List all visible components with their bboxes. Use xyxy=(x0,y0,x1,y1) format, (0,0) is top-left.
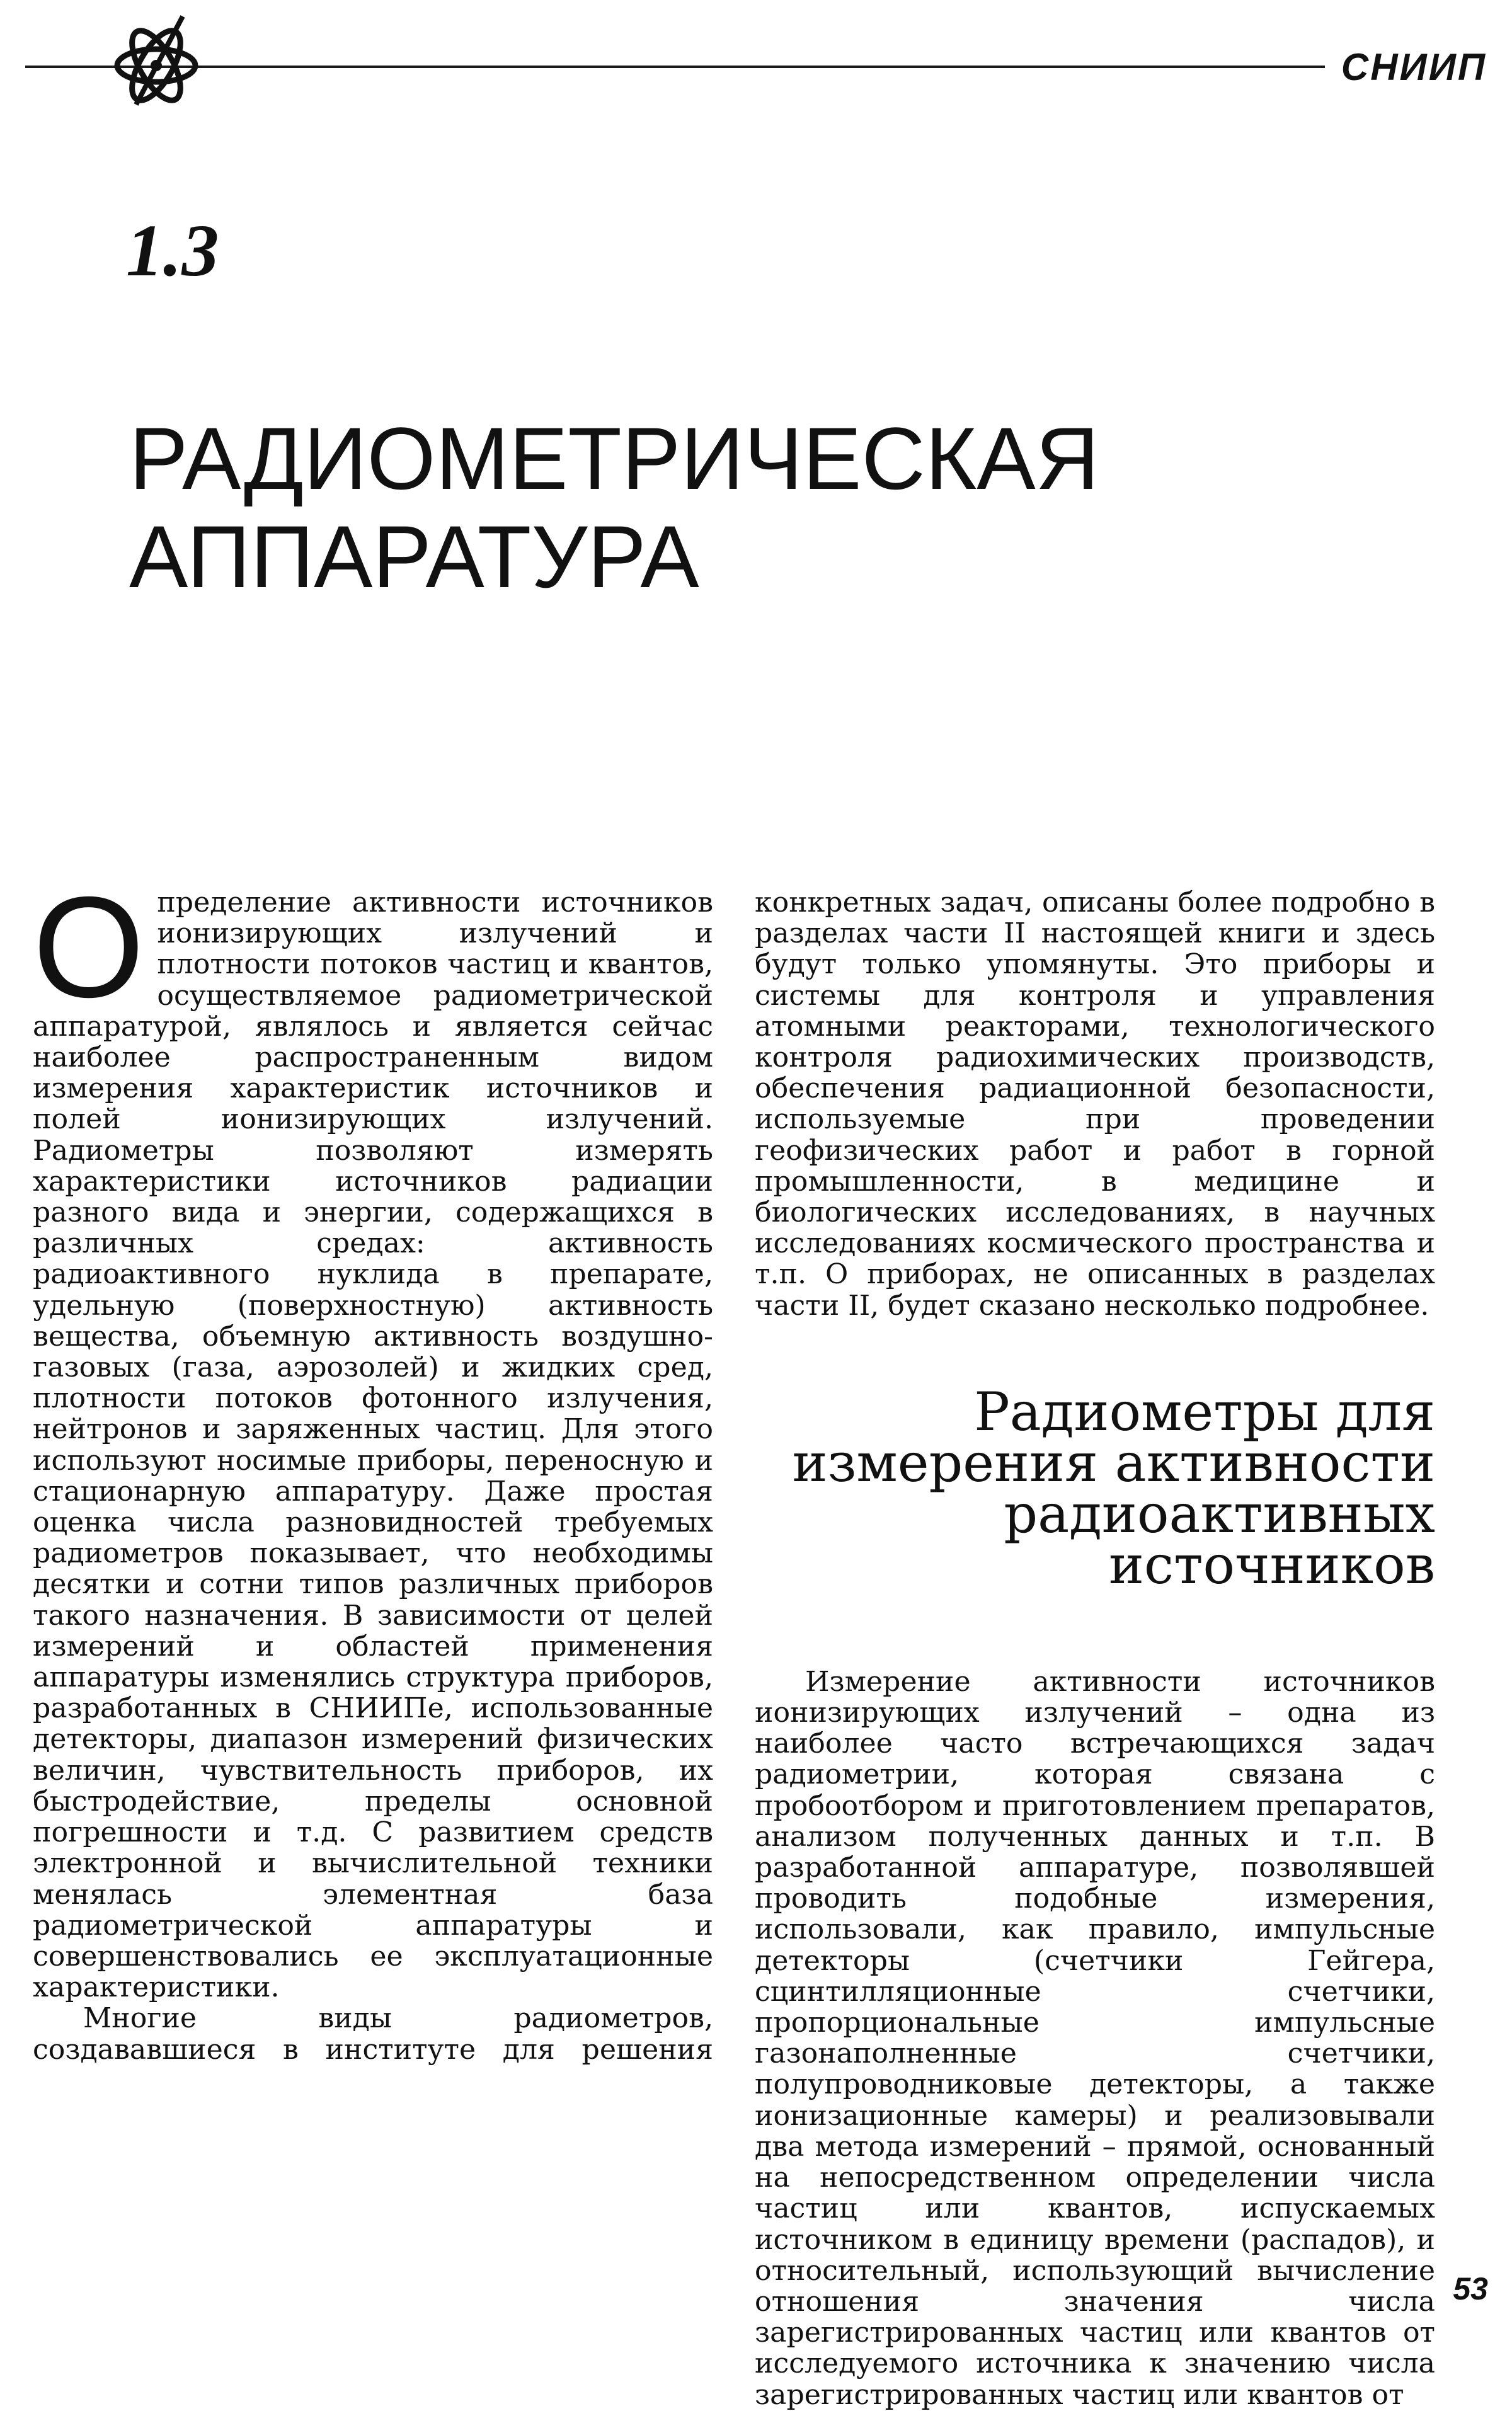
intro-paragraph-text: пределение активности источников ионизирующих излучений и плотности потоков частиц и квантов, осуществляемое радиометрической аппаратурой, являлось и является сейчас наиболее распространенным видом измерения характеристик источников и полей ионизирующих излучений. Радиометры позволяют измерять характеристики источников радиации разного вида и энергии, содержащихся в различных средах: активность радиоактивного нуклида в препарате, удельную (поверхностную) активность вещества, объемную активность воздушно-газовых (газа, аэрозолей) и жидких сред, плотности потоков фотонного излучения, нейтронов и заряженных частиц. Для этого используют носимые приборы, переносную и стационарную аппаратуру. Даже простая оценка числа разновидностей требуемых радиометров показывает, что необходимы десятки и сотни типов различных приборов такого назначения. В зависимости от целей измерений и областей применения аппаратуры изменялись структура приборов, разработанных в СНИИПе, использованные детекторы, диапазон измерений физических величин, чувствительность приборов, их быстродействие, пределы основной погрешности и т.д. С развитием средств электронной и вычислительной техники менялась элементная база радиометрической аппаратуры и совершенствовались ее эксплуатационные характеристики. xyxy=(33,886,713,2004)
body-paragraph-continued: конкретных задач, описаны более подробно в разделах части II настоящей книги и здесь будут только упомянуты. Это приборы и системы для контроля и управления атомными реакторами, технологического контроля радиохимических производств, обеспечения радиационной безопасности, используемые при проведении геофизических работ и работ в горной промышленности, в медицине и биологических исследованиях, в научных исследованиях космического пространства и т.п. О приборах, не описанных в разделах части II, будет сказано несколько подробнее. xyxy=(755,886,1435,1322)
chapter-title xyxy=(129,409,1263,606)
subsection-heading-line: Радиометры для xyxy=(974,1380,1435,1443)
header-title: СНИИП xyxy=(1325,45,1487,89)
drop-cap: О xyxy=(33,868,145,1028)
body-paragraph: Измерение активности источников ионизирующих излучений – одна из наиболее часто встречающихся задач радиометрии, которая связана с пробоотбором и приготовлением препаратов, анализом полученных данных и т.п. В разработанной аппаратуре, позволявшей проводить подобные измерения, использовали, как правило, импульсные детекторы (счетчики Гейгера, сцинтилляционные счетчики, пропорциональные импульсные газонаполненные счетчики, полупроводниковые детекторы, а также ионизационные камеры) и реализовывали два метода измерений – прямой, основанный на непосредственном определении числа частиц или квантов, испускаемых источником в единицу времени (распадов), и относительный, использующий вычисление отношения значения числа зарегистрированных частиц или квантов от исследуемого источника к значению числа зарегистрированных частиц или квантов от xyxy=(755,1665,1435,2411)
page-number: 53 xyxy=(1453,2271,1488,2306)
left-column xyxy=(33,868,713,2066)
subsection-heading-line: радиоактивных xyxy=(1004,1482,1435,1545)
subsection-heading-line: источников xyxy=(1109,1533,1435,1596)
right-column xyxy=(755,887,1435,2410)
intro-paragraph xyxy=(33,868,713,2004)
section-number: 1.3 xyxy=(126,209,219,292)
body-paragraph: Многие виды радиометров, создававшиеся в институте для решения xyxy=(33,2002,713,2066)
atom-logo-icon xyxy=(82,13,233,107)
chapter-title-line: РАДИОМЕТРИЧЕСКАЯ xyxy=(129,409,1099,508)
subsection-heading-line: измерения активности xyxy=(792,1431,1435,1494)
chapter-title-line: АППАРАТУРА xyxy=(129,507,699,606)
subsection-heading xyxy=(755,1380,1435,1596)
